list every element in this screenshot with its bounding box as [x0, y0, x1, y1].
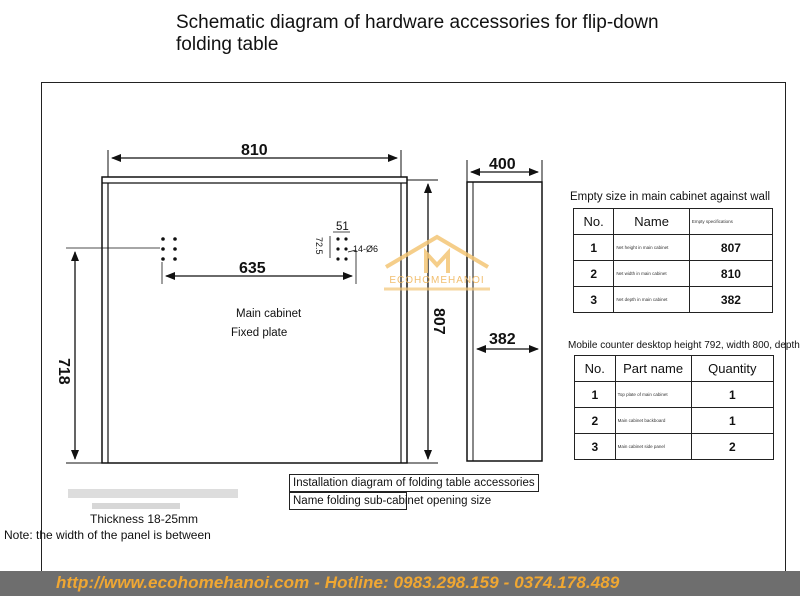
dimension-718: [55, 252, 75, 459]
right-hole-pattern: [314, 221, 378, 261]
table1-row1-name: Net height in main cabinet: [614, 235, 690, 261]
table2-header-part-name: Part name: [615, 356, 691, 382]
ecohome-watermark-logo: [376, 233, 498, 299]
side-panel-view: [467, 156, 542, 461]
table1-caption: Empty size in main cabinet against wall: [570, 191, 771, 203]
table2-row2-name: Main cabinet backboard: [615, 408, 691, 434]
table2-header-quantity: Quantity: [691, 356, 773, 382]
table1-header-no: No.: [574, 209, 614, 235]
table1-row3-value: 382: [689, 287, 772, 313]
page-title: Schematic diagram of hardware accessories for flip-down folding table: [176, 12, 659, 55]
table2-row3-no: 3: [575, 434, 616, 460]
dimension-718-label: 718: [55, 358, 72, 385]
opening-size-caption: Name folding sub-cabinet opening size: [289, 492, 407, 510]
table1-header-name: Name: [614, 209, 690, 235]
dimension-635: [162, 250, 356, 284]
table2-row3-name: Main cabinet side panel: [615, 434, 691, 460]
table-row: [575, 408, 774, 434]
table1-row2-value: 810: [689, 261, 772, 287]
dimension-810: [108, 142, 401, 177]
table1-row1-value: 807: [689, 235, 772, 261]
dimension-807-label: 807: [430, 308, 447, 335]
table2-header-no: No.: [575, 356, 616, 382]
table1-row3-no: 3: [574, 287, 614, 313]
table-row: [574, 287, 773, 313]
blurred-text: [68, 489, 238, 498]
table2-caption: Mobile counter desktop height 792, width 800, depth: [568, 340, 800, 351]
table1-row1-no: 1: [574, 235, 614, 261]
table-row: [574, 261, 773, 287]
table2-row3-qty: 2: [691, 434, 773, 460]
footer-contact-text: http://www.ecohomehanoi.com - Hotline: 0983.298.159 - 0374.178.489: [56, 573, 620, 592]
dimension-51-label: 51: [336, 221, 349, 233]
table2-row2-no: 2: [575, 408, 616, 434]
dimension-382-label: 382: [489, 331, 516, 348]
empty-size-table: [573, 208, 773, 313]
table1-row3-name: Net depth in main cabinet: [614, 287, 690, 313]
thickness-label: Thickness 18-25mm: [90, 512, 199, 526]
table1-row2-name: Net width in main cabinet: [614, 261, 690, 287]
watermark-text: ECOHOMEHANOI: [389, 275, 485, 286]
table2-row1-qty: 1: [691, 382, 773, 408]
dimension-400-label: 400: [489, 156, 516, 173]
table-row: [574, 235, 773, 261]
table-row: [575, 434, 774, 460]
hole-spec-label: 14-Ø6: [353, 244, 379, 254]
installation-caption: Installation diagram of folding table accessories: [289, 474, 539, 492]
table-row: [575, 382, 774, 408]
dimension-810-label: 810: [241, 142, 268, 159]
main-cabinet-front: [66, 177, 438, 463]
table1-row2-no: 2: [574, 261, 614, 287]
dimension-807: [428, 184, 447, 459]
left-hole-pattern: [161, 237, 177, 261]
table2-row1-name: Top plate of main cabinet: [615, 382, 691, 408]
table2-row1-no: 1: [575, 382, 616, 408]
part-list-table: [574, 355, 774, 460]
table2-row2-qty: 1: [691, 408, 773, 434]
table1-header-spec: Empty specifications: [689, 209, 772, 235]
dimension-635-label: 635: [239, 260, 266, 277]
main-cabinet-label: Main cabinet: [236, 308, 302, 320]
panel-width-note: Note: the width of the panel is between: [4, 528, 211, 542]
fixed-plate-label: Fixed plate: [231, 327, 288, 339]
blurred-text: [92, 503, 180, 509]
dimension-72-5-label: 72.5: [314, 237, 324, 255]
